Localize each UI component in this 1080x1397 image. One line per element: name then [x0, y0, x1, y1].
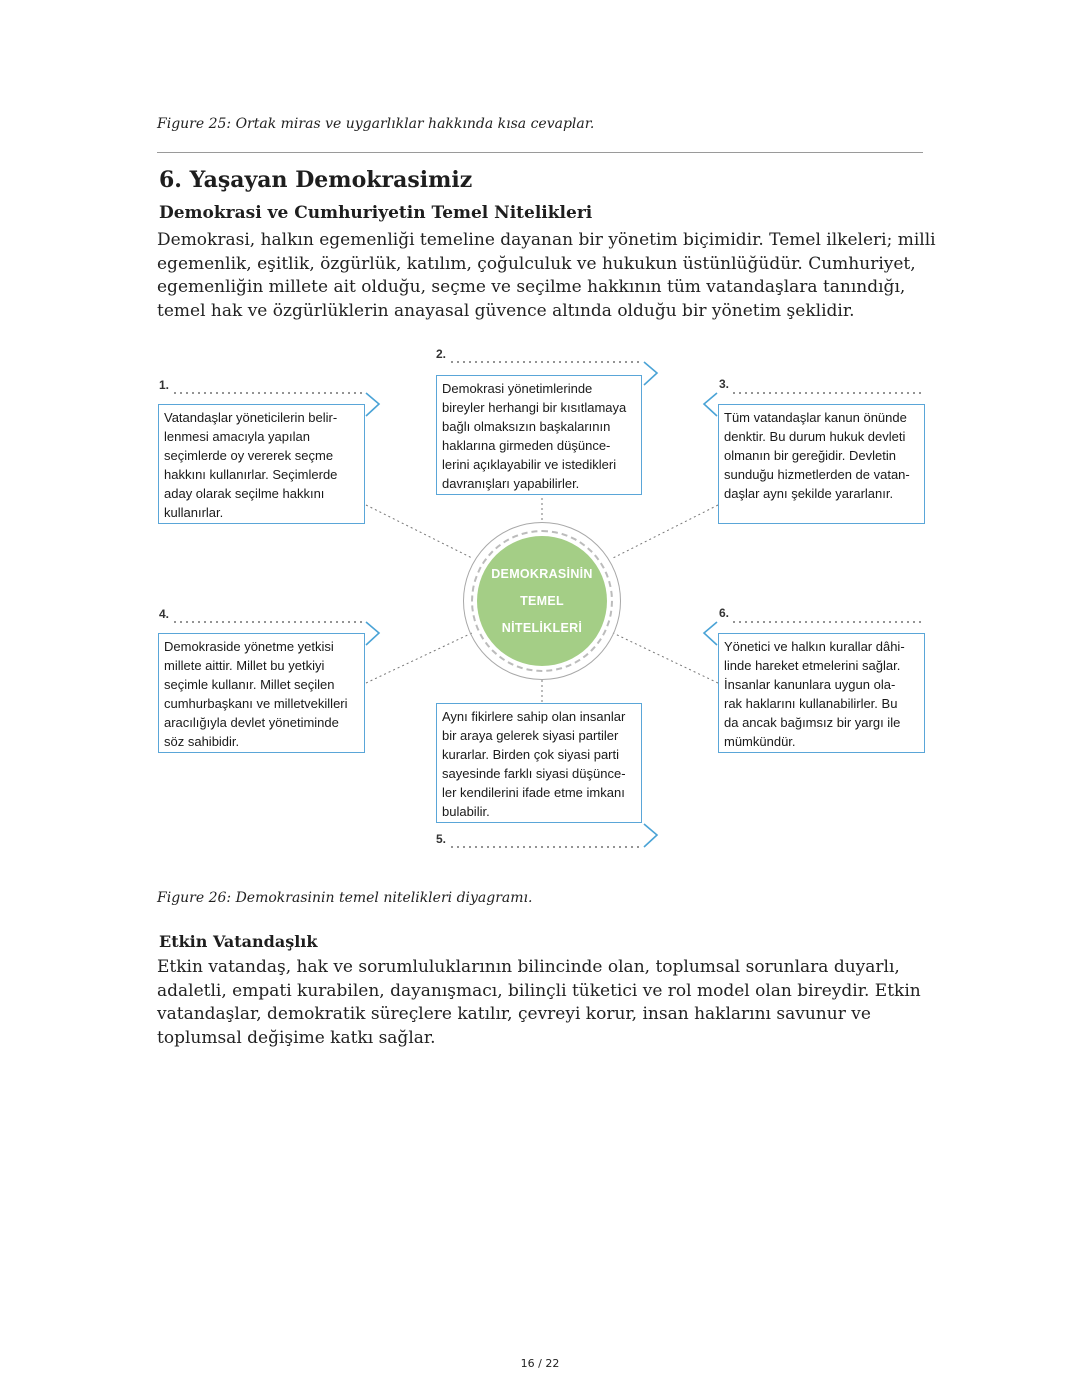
box-line: millete aittir. Millet bu yetkiyi: [164, 658, 325, 673]
box-line: Aynı fikirlere sahip olan insanlar: [442, 709, 626, 724]
box-line: söz sahibidir.: [164, 734, 240, 749]
box-line: bulabilir.: [442, 804, 490, 819]
box-line: Tüm vatandaşlar kanun önünde: [724, 410, 907, 425]
box-line: ler kendilerini ifade etme imkanı: [442, 785, 625, 800]
center-label-line: NİTELİKLERİ: [501, 620, 583, 635]
center-label-line: TEMEL: [520, 593, 564, 608]
section-divider: [157, 152, 923, 153]
box-line: aracılığıyla devlet yönetiminde: [164, 715, 339, 730]
arrow-4: [366, 622, 379, 645]
diagram-box-5: [436, 703, 642, 823]
page-number: 16 / 22: [520, 1357, 560, 1370]
box-line: sunduğu hizmetlerden de vatan-: [724, 467, 910, 482]
connector-3: [613, 505, 718, 558]
box-line: Demokraside yönetme yetkisi: [164, 639, 334, 654]
arrow-3: [704, 393, 717, 416]
subsection-title-democracy: Demokrasi ve Cumhuriyetin Temel Nitelikleri: [159, 203, 593, 223]
center-circle: [477, 536, 607, 666]
box-line: aday olarak seçilme hakkını: [164, 486, 325, 501]
item-number-3: 3.: [719, 377, 730, 391]
connector-4: [366, 633, 472, 683]
box-line: cumhurbaşkanı ve milletvekilleri: [164, 696, 348, 711]
center-label-line: DEMOKRASİNİN: [491, 566, 593, 581]
box-line: Demokrasi yönetimlerinde: [442, 381, 593, 396]
figure-25-caption: Figure 25: Ortak miras ve uygarlıklar hakkında kısa cevaplar.: [157, 116, 595, 132]
paragraph-line: toplumsal değişime katkı sağlar.: [157, 1028, 436, 1049]
box-line: kurarlar. Birden çok siyasi parti: [442, 747, 620, 762]
democracy-diagram: [150, 340, 935, 860]
box-line: lenmesi amacıyla yapılan: [164, 429, 310, 444]
subsection-title-citizenship: Etkin Vatandaşlık: [159, 932, 318, 951]
box-line: hakkını kullanırlar. Seçimlerde: [164, 467, 338, 482]
box-line: rak haklarını kullanabilirler. Bu: [724, 696, 898, 711]
box-line: Vatandaşlar yöneticilerin belir-: [164, 410, 338, 425]
democracy-paragraph: [157, 229, 937, 324]
diagram-box-2: [436, 375, 642, 495]
box-line: bir araya gelerek siyasi partiler: [442, 728, 619, 743]
item-number-5: 5.: [436, 832, 447, 846]
paragraph-line: Etkin vatandaş, hak ve sorumluluklarının bilincinde olan, toplumsal sorunlara duyarlı,: [157, 957, 900, 977]
box-line: olmanın bir gereğidir. Devletin: [724, 448, 896, 463]
box-line: mümkündür.: [724, 734, 796, 749]
box-line: bireyler herhangi bir kısıtlamaya: [442, 400, 627, 415]
arrow-2: [644, 362, 657, 385]
paragraph-line: egemenlik, eşitlik, özgürlük, katılım, çoğulculuk ve hukukun üstünlüğüdür. Cumhuriyet,: [157, 253, 916, 274]
connector-1: [366, 505, 472, 558]
box-line: daşlar aynı şekilde yararlanır.: [724, 486, 894, 501]
diagram-box-4: [158, 633, 365, 753]
box-line: seçimlerde oy vererek seçme: [164, 448, 334, 463]
item-number-6: 6.: [719, 606, 730, 620]
item-number-1: 1.: [159, 378, 170, 392]
paragraph-line: egemenliğin millete ait olduğu, seçme ve seçilme hakkının tüm vatandaşlara tanındığı,: [157, 277, 906, 298]
item-number-4: 4.: [159, 607, 170, 621]
box-line: davranışları yapabilirler.: [442, 476, 580, 491]
connector-6: [613, 633, 718, 683]
paragraph-line: temel hak ve özgürlüklerin anayasal güvence altında olduğu bir yönetim şeklidir.: [157, 301, 855, 322]
paragraph-line: Demokrasi, halkın egemenliği temeline dayanan bir yönetim biçimidir. Temel ilkeleri; milli: [157, 230, 936, 250]
box-line: haklarına girmeden düşünce-: [442, 438, 611, 453]
diagram-box-3: [718, 404, 925, 524]
box-line: seçimle kullanır. Millet seçilen: [164, 677, 335, 692]
diagram-box-6: [718, 633, 925, 753]
paragraph-line: adaletli, empati kurabilen, dayanışmacı, bilinçli tüketici ve rol model olan bireydir. Etkin: [157, 980, 921, 1001]
section-title: 6. Yaşayan Demokrasimiz: [159, 167, 473, 193]
box-line: kullanırlar.: [164, 505, 224, 520]
figure-26-caption: Figure 26: Demokrasinin temel nitelikleri diyagramı.: [157, 890, 533, 906]
paragraph-line: vatandaşlar, demokratik süreçlere katılır, çevreyi korur, insan haklarını savunur ve: [157, 1004, 871, 1025]
citizenship-paragraph: [157, 956, 937, 1051]
diagram-box-1: [158, 404, 365, 524]
box-line: lerini açıklayabilir ve istedikleri: [442, 457, 617, 472]
box-line: da ancak bağımsız bir yargı ile: [724, 715, 901, 730]
box-line: Yönetici ve halkın kurallar dâhi-: [724, 639, 905, 654]
arrow-5: [644, 824, 657, 847]
box-line: bağlı olmaksızın başkalarının: [442, 419, 611, 434]
box-line: İnsanlar kanunlara uygun ola-: [724, 677, 896, 692]
arrow-1: [366, 393, 379, 416]
box-line: linde hareket etmelerini sağlar.: [724, 658, 901, 673]
box-line: sayesinde farklı siyasi düşünce-: [442, 766, 626, 781]
item-number-2: 2.: [436, 347, 447, 361]
arrow-6: [704, 622, 717, 645]
box-line: denktir. Bu durum hukuk devleti: [724, 429, 906, 444]
